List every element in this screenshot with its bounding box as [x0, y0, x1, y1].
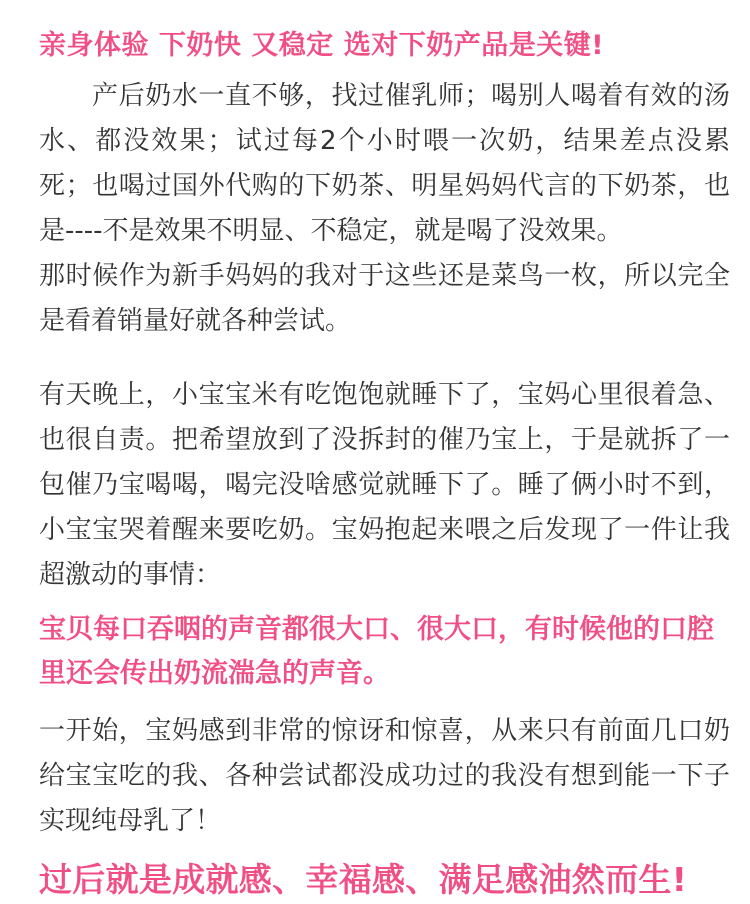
highlight-paragraph: 宝贝每口吞咽的声音都很大口、很大口，有时候他的口腔里还会传出奶流湍急的声音。 — [39, 614, 714, 689]
night-paragraph: 有天晚上，小宝宝米有吃饱饱就睡下了，宝妈心里很着急、也很自责。把希望放到了没拆封的催乃宝上，于是就拆了一包催乃宝喝喝，喝完没啥感觉就睡下了。睡了俩小时不到，小宝宝哭着醒来要吃奶。宝妈抱起来喂之后发现了一件让我超激动的事情： — [39, 380, 730, 590]
surprise-paragraph: 一开始，宝妈感到非常的惊讶和惊喜，从来只有前面几口奶给宝宝吃的我、各种尝试都没成功过的我没有想到能一下子实现纯母乳了！ — [39, 716, 730, 836]
intro-paragraph — [39, 74, 730, 254]
intro-paragraph-text: 产后奶水一直不够，找过催乳师；喝别人喝着有效的汤水、都没效果；试过每2个小时喂一次奶，结果差点没累死；也喝过国外代购的下奶茶、明星妈妈代言的下奶茶，也是----不是效果不明显、不稳定，就是喝了没效果。 — [39, 81, 730, 246]
newbie-paragraph: 那时候作为新手妈妈的我对于这些还是菜鸟一枚，所以完全是看着销量好就各种尝试。 — [39, 261, 730, 336]
closing-line: 过后就是成就感、幸福感、满足感油然而生! — [39, 860, 688, 899]
headline: 亲身体验 下奶快 又稳定 选对下奶产品是关键! — [39, 30, 605, 61]
